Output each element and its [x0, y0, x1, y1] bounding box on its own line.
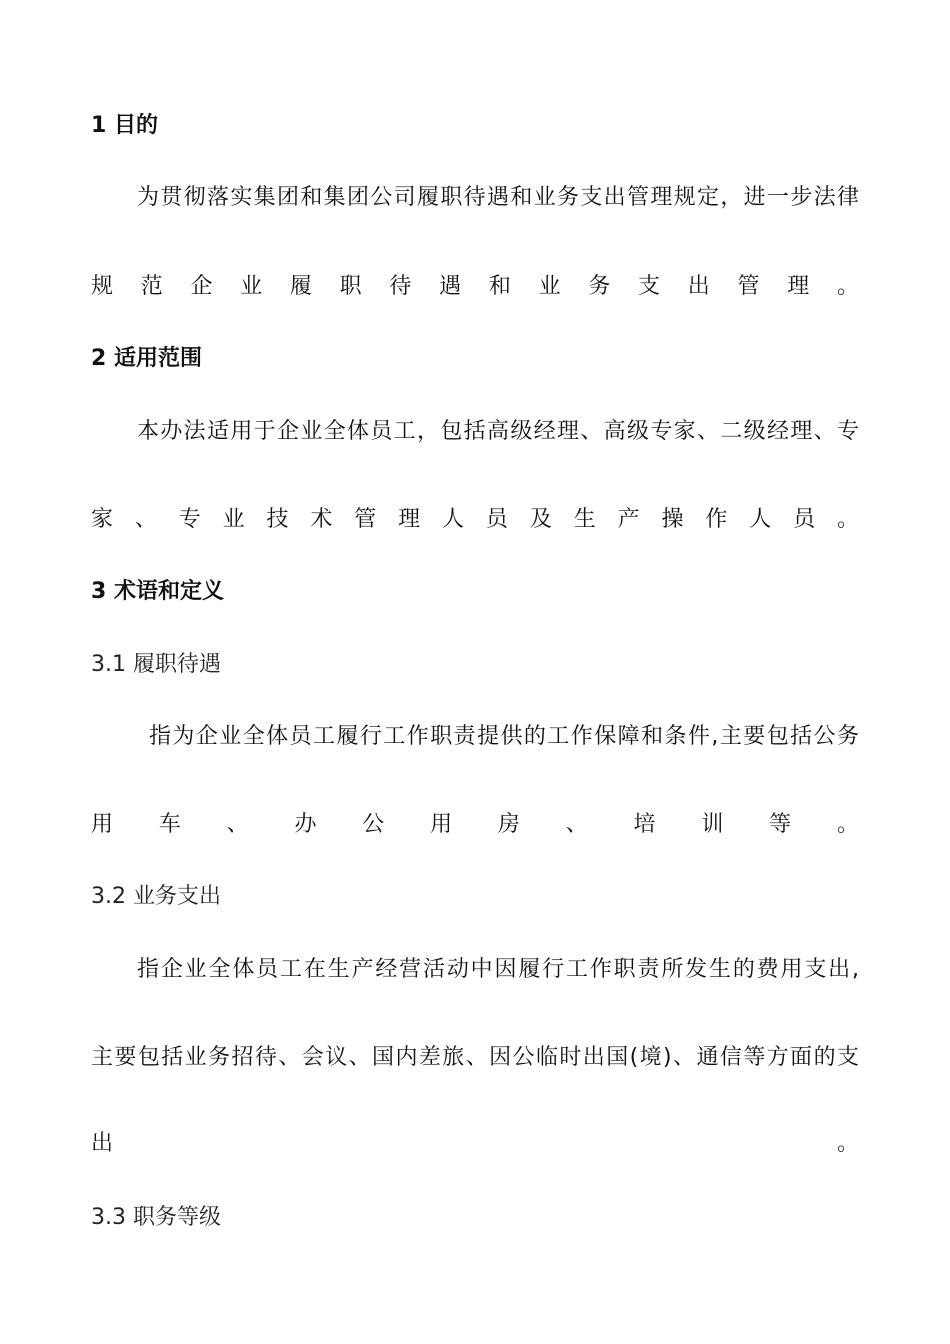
section-3-1-paragraph-line-2: 用车、办公用房、培训等。	[91, 812, 859, 837]
section-2-heading: 2 适用范围	[91, 346, 202, 371]
section-1-paragraph-line-1: 为贯彻落实集团和集团公司履职待遇和业务支出管理规定，进一步法律	[137, 185, 859, 210]
section-3-3-heading: 3.3 职务等级	[91, 1205, 221, 1230]
section-3-2-paragraph-line-1: 指企业全体员工在生产经营活动中因履行工作职责所发生的费用支出,	[137, 957, 859, 982]
section-3-2-paragraph-line-2: 主要包括业务招待、会议、国内差旅、因公临时出国(境)、通信等方面的支	[91, 1045, 859, 1070]
section-3-2-heading: 3.2 业务支出	[91, 884, 221, 909]
section-1-paragraph-line-2: 规范企业履职待遇和业务支出管理。	[91, 274, 859, 299]
section-3-1-heading: 3.1 履职待遇	[91, 652, 221, 677]
section-3-2-paragraph-line-3: 出。	[91, 1131, 859, 1156]
section-2-paragraph-line-2: 家、专业技术管理人员及生产操作人员。	[91, 507, 859, 532]
section-2-paragraph-line-1: 本办法适用于企业全体员工，包括高级经理、高级专家、二级经理、专	[137, 419, 859, 444]
section-1-heading: 1 目的	[91, 113, 158, 138]
section-3-heading: 3 术语和定义	[91, 579, 224, 604]
section-3-1-paragraph-line-1: 指为企业全体员工履行工作职责提供的工作保障和条件,主要包括公务	[149, 724, 859, 749]
